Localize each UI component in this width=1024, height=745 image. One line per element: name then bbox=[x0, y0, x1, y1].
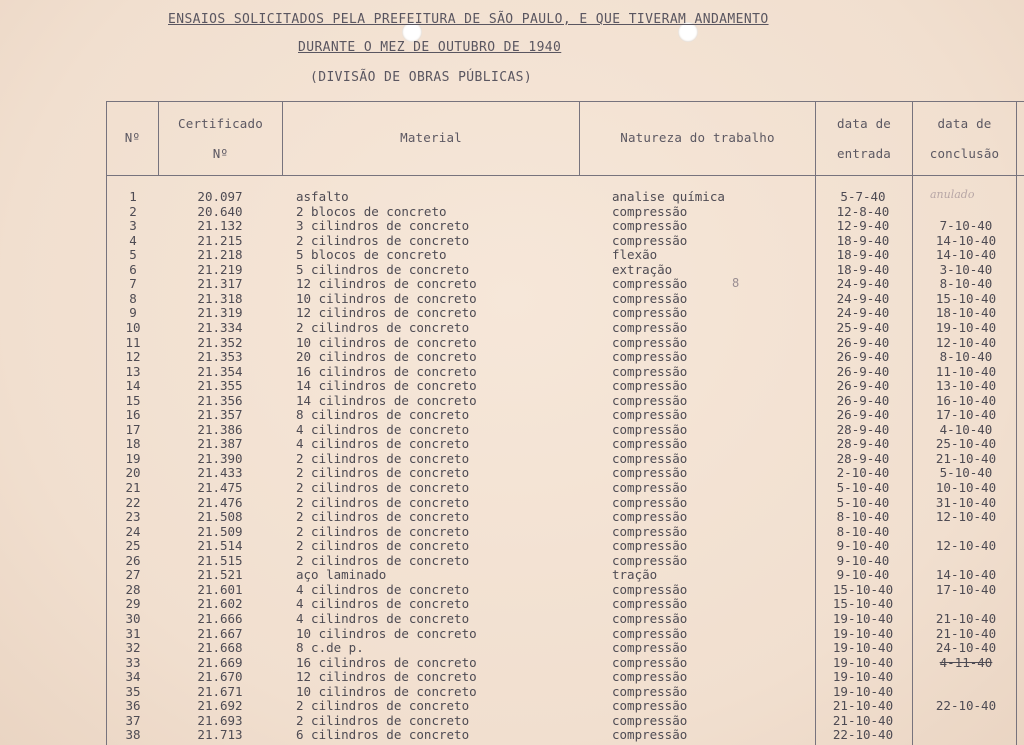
conclusion-date-cell: 13-10-40 bbox=[935, 378, 997, 394]
table-row bbox=[0, 248, 1024, 263]
certificate-number: 21.475 bbox=[197, 480, 243, 495]
row-number: 21 bbox=[125, 480, 141, 495]
material-cell: 5 blocos de concreto bbox=[296, 247, 447, 263]
stray-mark: 8 bbox=[732, 276, 740, 290]
table-row bbox=[0, 336, 1024, 351]
row-number: 25 bbox=[125, 538, 141, 554]
conclusion-date-cell: 21-10-40 bbox=[935, 610, 997, 626]
material-cell: 4 cilindros de concreto bbox=[296, 421, 470, 437]
handwritten-note: anulado bbox=[930, 188, 975, 201]
entry-date-cell: 8-10-40 bbox=[836, 509, 890, 525]
material-cell: 2 cilindros de concreto bbox=[296, 698, 470, 714]
work-type-cell: compressão bbox=[612, 334, 688, 350]
row-number: 33 bbox=[125, 654, 141, 670]
material-cell: 16 cilindros de concreto bbox=[296, 363, 477, 379]
material-cell: 2 cilindros de concreto bbox=[296, 465, 470, 481]
column-header-conclusao: data de bbox=[937, 116, 992, 131]
row-number: 10 bbox=[125, 319, 141, 335]
table-header-rule bbox=[106, 175, 1024, 176]
conclusion-date-cell: 4-11-40 bbox=[939, 654, 993, 670]
certificate-number: 21.669 bbox=[197, 654, 243, 670]
entry-date-cell: 24-9-40 bbox=[836, 276, 890, 292]
conclusion-date-cell: 8-10-40 bbox=[939, 349, 993, 365]
material-cell: 16 cilindros de concreto bbox=[296, 654, 477, 670]
table-row bbox=[0, 365, 1024, 380]
entry-date-cell: 18-9-40 bbox=[836, 247, 890, 263]
certificate-number: 20.097 bbox=[197, 189, 243, 204]
row-number: 36 bbox=[125, 698, 141, 714]
certificate-number: 21.667 bbox=[197, 625, 243, 641]
certificate-number: 21.355 bbox=[197, 378, 243, 394]
material-cell: 2 cilindros de concreto bbox=[296, 552, 470, 568]
work-type-cell: compressão bbox=[612, 436, 688, 452]
table-row bbox=[0, 641, 1024, 656]
work-type-cell: compressão bbox=[612, 305, 688, 321]
conclusion-date-cell: 16-10-40 bbox=[935, 392, 997, 408]
table-top-rule bbox=[106, 101, 1024, 102]
work-type-cell: compressão bbox=[612, 610, 688, 626]
row-number: 28 bbox=[125, 581, 141, 597]
certificate-number: 21.386 bbox=[197, 421, 243, 437]
work-type-cell: compressão bbox=[612, 392, 688, 408]
table-row bbox=[0, 234, 1024, 249]
entry-date-cell: 28-9-40 bbox=[836, 436, 890, 452]
row-number: 29 bbox=[125, 596, 141, 612]
row-number: 23 bbox=[125, 509, 141, 525]
row-number: 13 bbox=[125, 363, 141, 379]
table-row bbox=[0, 539, 1024, 554]
entry-date-cell: 2-10-40 bbox=[836, 465, 890, 481]
entry-date-cell: 21-10-40 bbox=[832, 698, 894, 714]
work-type-cell: compressão bbox=[612, 640, 688, 656]
row-number: 38 bbox=[125, 727, 141, 743]
row-number: 5 bbox=[129, 247, 137, 263]
work-type-cell: compressão bbox=[612, 349, 688, 365]
table-row bbox=[0, 292, 1024, 307]
certificate-number: 21.215 bbox=[197, 232, 243, 248]
work-type-cell: compressão bbox=[612, 450, 688, 466]
row-number: 19 bbox=[125, 450, 141, 466]
table-row bbox=[0, 699, 1024, 714]
certificate-number: 21.671 bbox=[197, 683, 243, 699]
table-row bbox=[0, 481, 1024, 496]
table-row bbox=[0, 408, 1024, 423]
material-cell: 2 cilindros de concreto bbox=[296, 538, 470, 554]
row-number: 30 bbox=[125, 610, 141, 626]
material-cell: 5 cilindros de concreto bbox=[296, 261, 470, 277]
column-header-certificado: Certificado bbox=[178, 116, 263, 131]
certificate-number: 21.318 bbox=[197, 290, 243, 306]
table-row bbox=[0, 685, 1024, 700]
work-type-cell: compressão bbox=[612, 698, 688, 714]
conclusion-date-cell: 7-10-40 bbox=[939, 218, 993, 234]
column-header-material: Material bbox=[400, 130, 462, 145]
table-row bbox=[0, 219, 1024, 234]
row-number: 37 bbox=[125, 712, 141, 728]
column-header-n: Nº bbox=[124, 130, 141, 145]
certificate-number: 21.390 bbox=[197, 450, 243, 466]
row-number: 22 bbox=[125, 494, 141, 510]
material-cell: 14 cilindros de concreto bbox=[296, 378, 477, 394]
column-header-conclusao-2: conclusão bbox=[929, 146, 1000, 161]
certificate-number: 21.218 bbox=[197, 247, 243, 263]
entry-date-cell: 26-9-40 bbox=[836, 392, 890, 408]
row-number: 7 bbox=[129, 276, 137, 292]
document-title: ENSAIOS SOLICITADOS PELA PREFEITURA DE SÃO PAULO, E QUE TIVERAM ANDAMENTO bbox=[168, 12, 769, 27]
certificate-number: 21.515 bbox=[197, 552, 243, 568]
conclusion-date-cell: 21-10-40 bbox=[935, 450, 997, 466]
work-type-cell: compressão bbox=[612, 523, 688, 539]
table-row bbox=[0, 554, 1024, 569]
row-number: 18 bbox=[125, 436, 141, 452]
table-divider bbox=[158, 101, 159, 175]
entry-date-cell: 9-10-40 bbox=[836, 552, 890, 568]
row-number: 4 bbox=[129, 232, 137, 248]
work-type-cell: flexão bbox=[612, 247, 658, 263]
entry-date-cell: 18-9-40 bbox=[836, 232, 890, 248]
row-number: 16 bbox=[125, 407, 141, 423]
row-number: 35 bbox=[125, 683, 141, 699]
entry-date-cell: 22-10-40 bbox=[832, 727, 894, 743]
entry-date-cell: 19-10-40 bbox=[832, 669, 894, 685]
entry-date-cell: 18-9-40 bbox=[836, 261, 890, 277]
certificate-number: 21.357 bbox=[197, 407, 243, 423]
entry-date-cell: 12-9-40 bbox=[836, 218, 890, 234]
certificate-number: 21.132 bbox=[197, 218, 243, 234]
material-cell: 10 cilindros de concreto bbox=[296, 625, 477, 641]
material-cell: 2 cilindros de concreto bbox=[296, 232, 470, 248]
entry-date-cell: 21-10-40 bbox=[832, 712, 894, 728]
entry-date-cell: 25-9-40 bbox=[836, 319, 890, 335]
row-number: 27 bbox=[125, 567, 141, 583]
conclusion-date-cell: 14-10-40 bbox=[935, 247, 997, 263]
certificate-number: 21.692 bbox=[197, 698, 243, 714]
conclusion-date-cell: 12-10-40 bbox=[935, 509, 997, 525]
certificate-number: 21.219 bbox=[197, 261, 243, 277]
work-type-cell: compressão bbox=[612, 596, 688, 612]
table-row bbox=[0, 437, 1024, 452]
material-cell: 3 cilindros de concreto bbox=[296, 218, 470, 234]
entry-date-cell: 28-9-40 bbox=[836, 421, 890, 437]
material-cell: 12 cilindros de concreto bbox=[296, 669, 477, 685]
conclusion-date-cell: 24-10-40 bbox=[935, 640, 997, 656]
document-subtitle: DURANTE O MEZ DE OUTUBRO DE 1940 bbox=[298, 40, 562, 55]
table-row bbox=[0, 452, 1024, 467]
entry-date-cell: 26-9-40 bbox=[836, 407, 890, 423]
certificate-number: 21.602 bbox=[197, 596, 243, 612]
material-cell: 4 cilindros de concreto bbox=[296, 596, 470, 612]
table-row bbox=[0, 510, 1024, 525]
table-row bbox=[0, 394, 1024, 409]
material-cell: 6 cilindros de concreto bbox=[296, 727, 470, 743]
entry-date-cell: 19-10-40 bbox=[832, 640, 894, 656]
entry-date-cell: 9-10-40 bbox=[836, 567, 890, 583]
material-cell: 2 cilindros de concreto bbox=[296, 523, 470, 539]
conclusion-date-cell: 3-10-40 bbox=[939, 261, 993, 277]
table-row bbox=[0, 627, 1024, 642]
certificate-number: 21.317 bbox=[197, 276, 243, 292]
conclusion-date-cell: 4-10-40 bbox=[939, 421, 993, 437]
row-number: 2 bbox=[129, 203, 137, 219]
row-number: 24 bbox=[125, 523, 141, 539]
work-type-cell: compressão bbox=[612, 654, 688, 670]
work-type-cell: extração bbox=[612, 261, 673, 277]
work-type-cell: compressão bbox=[612, 669, 688, 685]
entry-date-cell: 24-9-40 bbox=[836, 290, 890, 306]
work-type-cell: compressão bbox=[612, 727, 688, 743]
certificate-number: 21.508 bbox=[197, 509, 243, 525]
certificate-number: 21.352 bbox=[197, 334, 243, 350]
work-type-cell: compressão bbox=[612, 421, 688, 437]
material-cell: 8 c.de p. bbox=[296, 640, 364, 656]
material-cell: 12 cilindros de concreto bbox=[296, 305, 477, 321]
table-row bbox=[0, 466, 1024, 481]
entry-date-cell: 19-10-40 bbox=[832, 654, 894, 670]
conclusion-date-cell: 17-10-40 bbox=[935, 407, 997, 423]
entry-date-cell: 26-9-40 bbox=[836, 378, 890, 394]
certificate-number: 21.354 bbox=[197, 363, 243, 379]
conclusion-date-cell: 14-10-40 bbox=[935, 232, 997, 248]
certificate-number: 21.713 bbox=[197, 727, 243, 743]
material-cell: 20 cilindros de concreto bbox=[296, 349, 477, 365]
table-row bbox=[0, 728, 1024, 743]
document-department: (DIVISÃO DE OBRAS PÚBLICAS) bbox=[310, 70, 533, 85]
conclusion-date-cell: 5-10-40 bbox=[939, 465, 993, 481]
table-row bbox=[0, 656, 1024, 671]
table-row bbox=[0, 190, 1024, 205]
certificate-number: 21.514 bbox=[197, 538, 243, 554]
entry-date-cell: 26-9-40 bbox=[836, 349, 890, 365]
entry-date-cell: 5-10-40 bbox=[836, 480, 890, 495]
table-row bbox=[0, 670, 1024, 685]
row-number: 9 bbox=[129, 305, 137, 321]
entry-date-cell: 19-10-40 bbox=[832, 683, 894, 699]
column-header-entrada: data de bbox=[836, 116, 892, 131]
conclusion-date-cell: 12-10-40 bbox=[935, 334, 997, 350]
work-type-cell: compressão bbox=[612, 363, 688, 379]
entry-date-cell: 15-10-40 bbox=[832, 596, 894, 612]
work-type-cell: tração bbox=[612, 567, 658, 583]
certificate-number: 21.353 bbox=[197, 349, 243, 365]
conclusion-date-cell: 22-10-40 bbox=[935, 698, 997, 714]
material-cell: asfalto bbox=[296, 189, 349, 204]
row-number: 26 bbox=[125, 552, 141, 568]
material-cell: 4 cilindros de concreto bbox=[296, 610, 470, 626]
certificate-number: 20.640 bbox=[197, 203, 243, 219]
material-cell: aço laminado bbox=[296, 567, 387, 583]
material-cell: 2 blocos de concreto bbox=[296, 203, 447, 219]
row-number: 12 bbox=[125, 349, 141, 365]
conclusion-date-cell: 18-10-40 bbox=[935, 305, 997, 321]
column-header-certificado-n: Nº bbox=[212, 146, 229, 161]
entry-date-cell: 26-9-40 bbox=[836, 363, 890, 379]
material-cell: 8 cilindros de concreto bbox=[296, 407, 470, 423]
conclusion-date-cell: 8-10-40 bbox=[939, 276, 993, 292]
entry-date-cell: 28-9-40 bbox=[836, 450, 890, 466]
work-type-cell: compressão bbox=[612, 276, 688, 292]
certificate-number: 21.601 bbox=[197, 581, 243, 597]
certificate-number: 21.509 bbox=[197, 523, 243, 539]
conclusion-date-cell: 14-10-40 bbox=[935, 567, 997, 583]
entry-date-cell: 5-10-40 bbox=[836, 494, 890, 510]
conclusion-date-cell: 15-10-40 bbox=[935, 290, 997, 306]
certificate-number: 21.334 bbox=[197, 319, 243, 335]
row-number: 15 bbox=[125, 392, 141, 408]
certificate-number: 21.356 bbox=[197, 392, 243, 408]
entry-date-cell: 12-8-40 bbox=[836, 203, 890, 219]
work-type-cell: compressão bbox=[612, 378, 688, 394]
row-number: 34 bbox=[125, 669, 141, 685]
row-number: 6 bbox=[129, 261, 137, 277]
table-row bbox=[0, 583, 1024, 598]
conclusion-date-cell: 21-10-40 bbox=[935, 625, 997, 641]
table-row bbox=[0, 263, 1024, 278]
entry-date-cell: 24-9-40 bbox=[836, 305, 890, 321]
conclusion-date-cell: 25-10-40 bbox=[935, 436, 997, 452]
table-row bbox=[0, 612, 1024, 627]
table-row bbox=[0, 568, 1024, 583]
work-type-cell: compressão bbox=[612, 465, 688, 481]
table-row bbox=[0, 350, 1024, 365]
work-type-cell: compressão bbox=[612, 625, 688, 641]
material-cell: 2 cilindros de concreto bbox=[296, 494, 470, 510]
table-row bbox=[0, 714, 1024, 729]
work-type-cell: compressão bbox=[612, 290, 688, 306]
entry-date-cell: 19-10-40 bbox=[832, 625, 894, 641]
conclusion-date-cell: 19-10-40 bbox=[935, 319, 997, 335]
work-type-cell: compressão bbox=[612, 712, 688, 728]
work-type-cell: compressão bbox=[612, 218, 688, 234]
work-type-cell: compressão bbox=[612, 683, 688, 699]
entry-date-cell: 15-10-40 bbox=[832, 581, 894, 597]
row-number: 32 bbox=[125, 640, 141, 656]
material-cell: 2 cilindros de concreto bbox=[296, 509, 470, 525]
work-type-cell: compressão bbox=[612, 319, 688, 335]
table-row bbox=[0, 597, 1024, 612]
work-type-cell: compressão bbox=[612, 509, 688, 525]
material-cell: 2 cilindros de concreto bbox=[296, 480, 470, 495]
row-number: 8 bbox=[129, 290, 137, 306]
column-header-entrada-2: entrada bbox=[836, 146, 892, 161]
entry-date-cell: 8-10-40 bbox=[836, 523, 890, 539]
row-number: 20 bbox=[125, 465, 141, 481]
row-number: 14 bbox=[125, 378, 141, 394]
entry-date-cell: 9-10-40 bbox=[836, 538, 890, 554]
row-number: 1 bbox=[129, 189, 137, 204]
work-type-cell: compressão bbox=[612, 407, 688, 423]
table-row bbox=[0, 321, 1024, 336]
material-cell: 10 cilindros de concreto bbox=[296, 683, 477, 699]
certificate-number: 21.319 bbox=[197, 305, 243, 321]
row-number: 17 bbox=[125, 421, 141, 437]
table-row bbox=[0, 306, 1024, 321]
conclusion-date-cell: 10-10-40 bbox=[935, 480, 997, 495]
work-type-cell: compressão bbox=[612, 581, 688, 597]
table-row bbox=[0, 423, 1024, 438]
material-cell: 10 cilindros de concreto bbox=[296, 290, 477, 306]
work-type-cell: compressão bbox=[612, 538, 688, 554]
row-number: 11 bbox=[125, 334, 141, 350]
row-number: 3 bbox=[129, 218, 137, 234]
conclusion-date-cell: 11-10-40 bbox=[935, 363, 997, 379]
material-cell: 2 cilindros de concreto bbox=[296, 712, 470, 728]
material-cell: 4 cilindros de concreto bbox=[296, 581, 470, 597]
material-cell: 2 cilindros de concreto bbox=[296, 450, 470, 466]
material-cell: 14 cilindros de concreto bbox=[296, 392, 477, 408]
table-row bbox=[0, 379, 1024, 394]
entry-date-cell: 26-9-40 bbox=[836, 334, 890, 350]
certificate-number: 21.433 bbox=[197, 465, 243, 481]
conclusion-date-cell: 17-10-40 bbox=[935, 581, 997, 597]
conclusion-date-cell: 31-10-40 bbox=[935, 494, 997, 510]
material-cell: 12 cilindros de concreto bbox=[296, 276, 477, 292]
certificate-number: 21.693 bbox=[197, 712, 243, 728]
material-cell: 10 cilindros de concreto bbox=[296, 334, 477, 350]
certificate-number: 21.666 bbox=[197, 610, 243, 626]
work-type-cell: compressão bbox=[612, 232, 688, 248]
certificate-number: 21.668 bbox=[197, 640, 243, 656]
table-row bbox=[0, 277, 1024, 292]
work-type-cell: compressão bbox=[612, 203, 688, 219]
conclusion-date-cell: 12-10-40 bbox=[935, 538, 997, 554]
certificate-number: 21.521 bbox=[197, 567, 243, 583]
table-row bbox=[0, 525, 1024, 540]
certificate-number: 21.476 bbox=[197, 494, 243, 510]
work-type-cell: compressão bbox=[612, 552, 688, 568]
column-header-natureza: Natureza do trabalho bbox=[620, 130, 775, 145]
row-number: 31 bbox=[125, 625, 141, 641]
entry-date-cell: 19-10-40 bbox=[832, 610, 894, 626]
certificate-number: 21.387 bbox=[197, 436, 243, 452]
material-cell: 2 cilindros de concreto bbox=[296, 319, 470, 335]
entry-date-cell: 5-7-40 bbox=[840, 189, 886, 204]
work-type-cell: analise química bbox=[612, 189, 725, 204]
material-cell: 4 cilindros de concreto bbox=[296, 436, 470, 452]
work-type-cell: compressão bbox=[612, 494, 688, 510]
table-row bbox=[0, 205, 1024, 220]
work-type-cell: compressão bbox=[612, 480, 688, 495]
table-row bbox=[0, 496, 1024, 511]
certificate-number: 21.670 bbox=[197, 669, 243, 685]
